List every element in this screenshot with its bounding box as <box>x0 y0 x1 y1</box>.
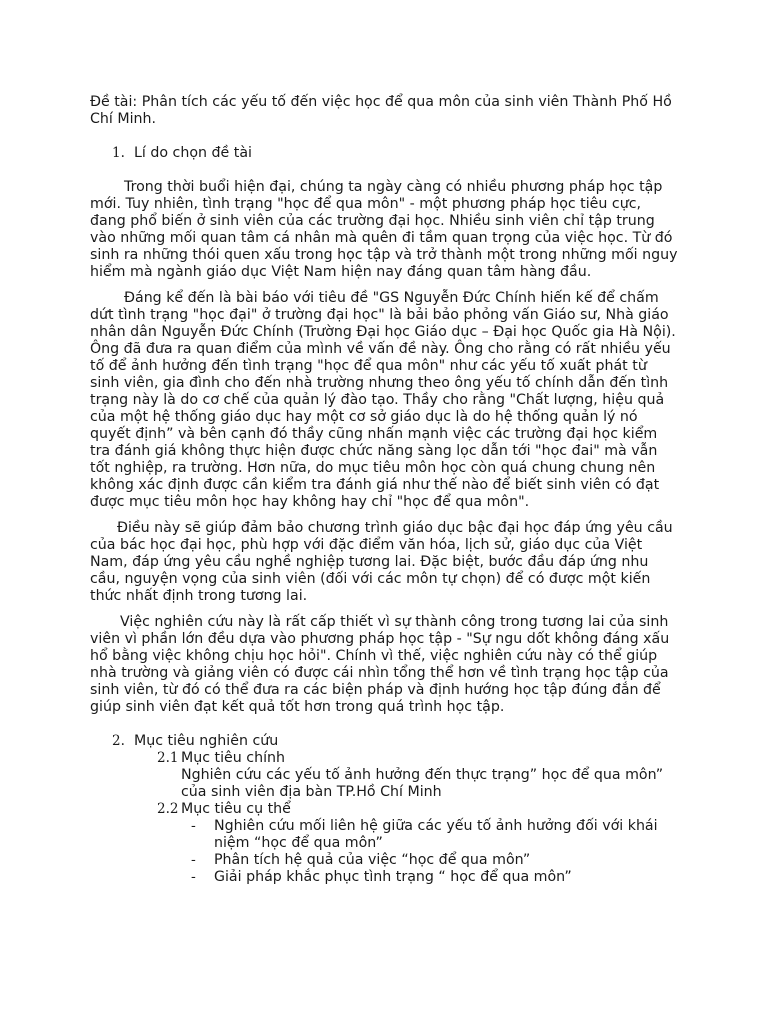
bullet-marker: - <box>191 818 196 834</box>
bullet-marker: - <box>191 869 196 885</box>
bullet-text: Giải pháp khắc phục tình trạng “ học để qua môn” <box>214 869 572 885</box>
subsection-2-1-heading <box>90 750 680 767</box>
document-title: Đề tài: Phân tích các yếu tố đến việc học để qua môn của sinh viên Thành Phố Hồ Chí Minh. <box>90 94 672 127</box>
section-2 <box>90 733 680 886</box>
section-1-paragraph-2: Đáng kể đến là bài báo với tiêu đề "GS Nguyễn Đức Chính hiến kế để chấm dứt tình trạng "học đại" ở trường đại học" là bải bảo phỏng vấn Giáo sư, Nhà giáo nhân dân Nguyễn Đức Chính (Trường Đại học Giáo dục – Đại học Quốc gia Hà Nội). Ông đã đưa ra quan điểm của mình về vấn đề này. Ông cho rằng có rất nhiều yếu tố để ảnh hưởng đến tình trạng "học để qua môn" như các yếu tố xuất phát từ sinh viên, gia đình cho đến nhà trường nhưng theo ông yếu tố chính dẫn đến tình trạng này là do cơ chế của quản lý đào tạo. Thầy cho rằng "Chất lượng, hiệu quả của một hệ thống giáo dục hay một cơ sở giáo dục là do hệ thống quản lý nó quyết định” và bên cạnh đó thầy cũng nhấn mạnh việc các trường đại học kiểm tra đánh giá không thực hiện được chức năng sàng lọc dẫn tới "học đai" mà vẫn tốt nghiệp, ra trường. Hơn nữa, do mục tiêu môn học còn quá chung chung nên không xác định được cần kiểm tra đánh giá như thế nào để biết sinh viên có đạt được mục tiêu môn học hay không hay chỉ "học để qua môn". <box>90 290 676 510</box>
subsection-2-2-number: 2.2 <box>157 801 179 817</box>
subsection-2-1-title: Mục tiêu chính <box>181 750 285 766</box>
subsection-2-1-text: Nghiên cứu các yếu tố ảnh hưởng đến thực trạng” học để qua môn” của sinh viên địa bàn TP.Hồ Chí Minh <box>181 767 664 800</box>
bullet-text: Nghiên cứu mối liên hệ giữa các yếu tố ảnh hưởng đối với khái niệm “học để qua môn” <box>214 818 658 851</box>
bullet-text: Phân tích hệ quả của việc “học để qua môn” <box>214 852 531 868</box>
section-2-title: Mục tiêu nghiên cứu <box>134 733 279 749</box>
subsection-2-1-number: 2.1 <box>157 750 179 766</box>
section-1-paragraph-4: Việc nghiên cứu này là rất cấp thiết vì sự thành công trong tương lai của sinh viên vì phần lớn đều dựa vào phương pháp học tập - "Sự ngu dốt không đáng xấu hổ bằng việc không chịu học hỏi". Chính vì thế, việc nghiên cứu này có thể giúp nhà trường và giảng viên có được cái nhìn tổng thể hơn về tình trạng học tập của sinh viên, từ đó có thể đưa ra các biện pháp và định hướng học tập đúng đắn để giúp sinh viên đạt kết quả tốt hơn trong quá trình học tập. <box>90 614 670 715</box>
bullet-item <box>90 852 680 869</box>
subsection-2-2-heading <box>90 801 680 818</box>
section-1-heading <box>90 145 680 162</box>
section-1-number: 1. <box>112 145 125 161</box>
bullet-item <box>90 869 680 886</box>
bullet-marker: - <box>191 852 196 868</box>
section-2-number: 2. <box>112 733 125 749</box>
subsection-2-2-title: Mục tiêu cụ thể <box>181 801 291 817</box>
section-1-paragraph-3: Điều này sẽ giúp đảm bảo chương trình giáo dục bậc đại học đáp ứng yêu cầu của bác học đại học, phù hợp với đặc điểm văn hóa, lịch sử, giáo dục của Việt Nam, đáp ứng yêu cầu nghề nghiệp tương lai. Đặc biệt, bước đầu đáp ứng nhu cầu, nguyện vọng của sinh viên (đối với các môn tự chọn) để có được một kiến thức nhất định trong tương lai. <box>90 520 673 604</box>
document-page <box>90 94 680 886</box>
section-1-paragraph-1: Trong thời buổi hiện đại, chúng ta ngày càng có nhiều phương pháp học tập mới. Tuy nhiên, tình trạng "học để qua môn" - một phương pháp học tiêu cực, đang phổ biến ở sinh viên của các trường đại học. Nhiều sinh viên chỉ tập trung vào những mối quan tâm cá nhân mà quên đi tầm quan trọng của việc học. Từ đó sinh ra những thói quen xấu trong học tập và trở thành một trong những mối nguy hiểm mà ngành giáo dục Việt Nam hiện nay đáng quan tâm hàng đầu. <box>90 179 678 280</box>
section-1-title: Lí do chọn đề tài <box>134 145 252 161</box>
bullet-item <box>90 818 680 852</box>
section-2-heading <box>90 733 680 750</box>
